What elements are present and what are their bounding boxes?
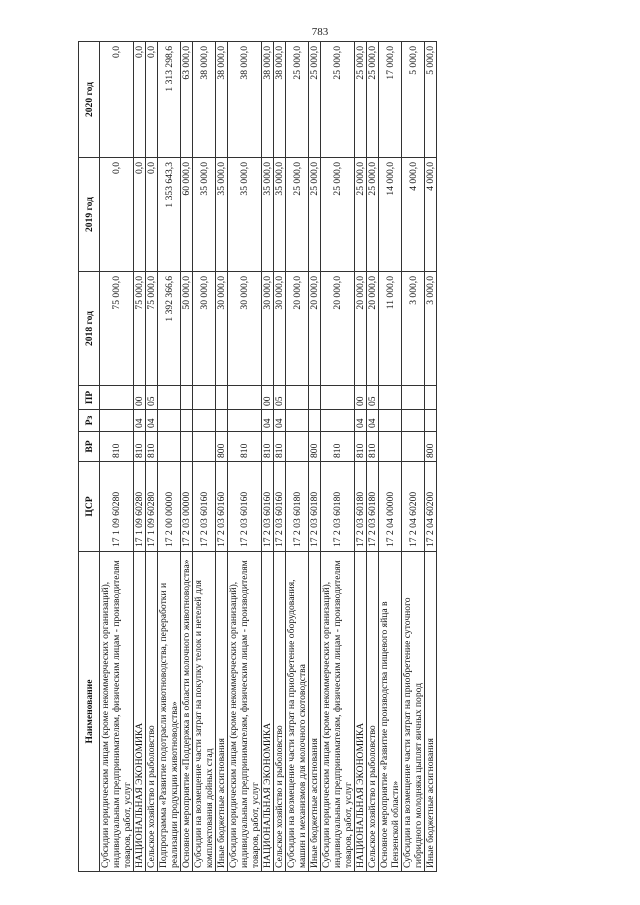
table-row	[228, 42, 262, 872]
header-2020: 2020 год	[79, 42, 100, 158]
cell-2018: 20 000,0	[321, 272, 355, 386]
cell-2020: 0,0	[146, 42, 158, 158]
cell-csr: 17 2 03 60180	[355, 462, 367, 552]
cell-name: Субсидии юридическим лицам (кроме некоммерческих организаций), индивидуальным предпринимателям, физическим лицам - производителям товаров, работ, услуг	[100, 552, 134, 872]
cell-rz: 04	[355, 410, 367, 432]
cell-2020: 25 000,0	[309, 42, 321, 158]
cell-pr: 00	[262, 386, 274, 410]
cell-csr: 17 2 03 60180	[286, 462, 309, 552]
table-row	[158, 42, 181, 872]
cell-2020: 38 000,0	[228, 42, 262, 158]
table-row	[100, 42, 134, 872]
cell-vr: 800	[309, 432, 321, 462]
cell-2019: 14 000,0	[379, 158, 402, 272]
cell-2018: 1 392 366,6	[158, 272, 181, 386]
cell-vr: 800	[216, 432, 228, 462]
cell-pr: 05	[274, 386, 286, 410]
cell-2019: 4 000,0	[402, 158, 425, 272]
cell-vr: 810	[367, 432, 379, 462]
cell-2020: 25 000,0	[286, 42, 309, 158]
cell-2018: 30 000,0	[228, 272, 262, 386]
cell-vr: 810	[321, 432, 355, 462]
cell-rz	[228, 410, 262, 432]
header-name: Наименование	[79, 552, 100, 872]
cell-rz: 04	[146, 410, 158, 432]
cell-csr: 17 2 03 00000	[181, 462, 193, 552]
cell-rz: 04	[134, 410, 146, 432]
cell-pr	[402, 386, 425, 410]
cell-2018: 30 000,0	[216, 272, 228, 386]
cell-csr: 17 2 03 60180	[309, 462, 321, 552]
cell-rz	[193, 410, 216, 432]
cell-rz	[321, 410, 355, 432]
cell-2019: 0,0	[134, 158, 146, 272]
table-row	[181, 42, 193, 872]
table-row	[367, 42, 379, 872]
cell-2019: 25 000,0	[367, 158, 379, 272]
table-row	[286, 42, 309, 872]
cell-pr	[228, 386, 262, 410]
cell-2020: 25 000,0	[367, 42, 379, 158]
header-2018: 2018 год	[79, 272, 100, 386]
cell-name: НАЦИОНАЛЬНАЯ ЭКОНОМИКА	[134, 552, 146, 872]
rotated-table-container	[78, 42, 638, 872]
cell-csr: 17 1 09 60280	[146, 462, 158, 552]
cell-vr	[402, 432, 425, 462]
cell-2018: 30 000,0	[262, 272, 274, 386]
cell-name: Сельское хозяйство и рыболовство	[274, 552, 286, 872]
cell-csr: 17 2 04 00000	[379, 462, 402, 552]
table-row	[379, 42, 402, 872]
cell-2018: 3 000,0	[425, 272, 437, 386]
cell-vr	[158, 432, 181, 462]
cell-csr: 17 2 03 60160	[193, 462, 216, 552]
cell-2020: 0,0	[100, 42, 134, 158]
cell-pr: 05	[146, 386, 158, 410]
cell-2018: 75 000,0	[146, 272, 158, 386]
cell-vr	[286, 432, 309, 462]
cell-2018: 20 000,0	[309, 272, 321, 386]
cell-rz	[100, 410, 134, 432]
cell-pr: 00	[355, 386, 367, 410]
cell-2018: 11 000,0	[379, 272, 402, 386]
cell-csr: 17 1 09 60280	[134, 462, 146, 552]
cell-pr	[158, 386, 181, 410]
cell-name: Субсидии на возмещение части затрат на покупку телок и нетелей для комплектования дойных стад	[193, 552, 216, 872]
cell-2019: 60 000,0	[181, 158, 193, 272]
cell-pr	[100, 386, 134, 410]
cell-name: Основное мероприятие «Поддержка в области молочного животноводства»	[181, 552, 193, 872]
cell-name: Основное мероприятие «Развитие производства пищевого яйца в Пензенской области»	[379, 552, 402, 872]
cell-csr: 17 2 04 60200	[402, 462, 425, 552]
cell-name: Субсидии юридическим лицам (кроме некоммерческих организаций), индивидуальным предпринимателям, физическим лицам - производителям товаров, работ, услуг	[321, 552, 355, 872]
table-header-row	[79, 42, 100, 872]
cell-csr: 17 2 03 60160	[274, 462, 286, 552]
cell-2020: 38 000,0	[262, 42, 274, 158]
cell-vr	[193, 432, 216, 462]
cell-2018: 20 000,0	[367, 272, 379, 386]
cell-csr: 17 2 04 60200	[425, 462, 437, 552]
table-row	[402, 42, 425, 872]
cell-2020: 17 000,0	[379, 42, 402, 158]
cell-2018: 50 000,0	[181, 272, 193, 386]
cell-name: НАЦИОНАЛЬНАЯ ЭКОНОМИКА	[355, 552, 367, 872]
cell-2019: 25 000,0	[355, 158, 367, 272]
cell-vr	[181, 432, 193, 462]
cell-2020: 38 000,0	[216, 42, 228, 158]
cell-csr: 17 1 09 60280	[100, 462, 134, 552]
cell-2020: 25 000,0	[321, 42, 355, 158]
cell-pr	[216, 386, 228, 410]
budget-table	[78, 41, 437, 872]
cell-2019: 4 000,0	[425, 158, 437, 272]
cell-2019: 25 000,0	[309, 158, 321, 272]
header-2019: 2019 год	[79, 158, 100, 272]
table-row	[216, 42, 228, 872]
cell-2020: 25 000,0	[355, 42, 367, 158]
cell-2018: 30 000,0	[274, 272, 286, 386]
table-row	[309, 42, 321, 872]
cell-2020: 5 000,0	[425, 42, 437, 158]
cell-2019: 35 000,0	[262, 158, 274, 272]
cell-2020: 38 000,0	[193, 42, 216, 158]
table-row	[355, 42, 367, 872]
cell-2019: 0,0	[146, 158, 158, 272]
cell-name: НАЦИОНАЛЬНАЯ ЭКОНОМИКА	[262, 552, 274, 872]
cell-name: Иные бюджетные ассигнования	[216, 552, 228, 872]
cell-2019: 35 000,0	[193, 158, 216, 272]
cell-pr	[425, 386, 437, 410]
cell-2020: 1 313 298,6	[158, 42, 181, 158]
cell-rz: 04	[367, 410, 379, 432]
cell-rz	[379, 410, 402, 432]
cell-rz	[181, 410, 193, 432]
cell-rz: 04	[274, 410, 286, 432]
table-row	[321, 42, 355, 872]
cell-csr: 17 2 03 60160	[228, 462, 262, 552]
cell-2018: 75 000,0	[100, 272, 134, 386]
cell-pr: 05	[367, 386, 379, 410]
cell-name: Субсидии юридическим лицам (кроме некоммерческих организаций), индивидуальным предпринимателям, физическим лицам - производителям товаров, работ, услуг	[228, 552, 262, 872]
cell-vr: 810	[134, 432, 146, 462]
cell-2018: 3 000,0	[402, 272, 425, 386]
cell-rz	[425, 410, 437, 432]
cell-rz	[309, 410, 321, 432]
table-row	[193, 42, 216, 872]
cell-2019: 35 000,0	[216, 158, 228, 272]
cell-csr: 17 2 00 00000	[158, 462, 181, 552]
cell-name: Сельское хозяйство и рыболовство	[146, 552, 158, 872]
cell-name: Иные бюджетные ассигнования	[425, 552, 437, 872]
cell-name: Иные бюджетные ассигнования	[309, 552, 321, 872]
cell-vr: 810	[274, 432, 286, 462]
cell-vr: 810	[262, 432, 274, 462]
cell-2019: 25 000,0	[321, 158, 355, 272]
cell-rz	[286, 410, 309, 432]
cell-vr: 810	[100, 432, 134, 462]
table-row	[146, 42, 158, 872]
cell-csr: 17 2 03 60180	[367, 462, 379, 552]
table-row	[134, 42, 146, 872]
table-row	[425, 42, 437, 872]
cell-vr: 810	[228, 432, 262, 462]
cell-csr: 17 2 03 60160	[216, 462, 228, 552]
cell-name: Сельское хозяйство и рыболовство	[367, 552, 379, 872]
cell-rz	[216, 410, 228, 432]
table-body	[100, 42, 437, 872]
header-vr: ВР	[79, 432, 100, 462]
cell-2018: 20 000,0	[286, 272, 309, 386]
table-row	[262, 42, 274, 872]
cell-rz	[402, 410, 425, 432]
table-row	[274, 42, 286, 872]
cell-name: Субсидии на возмещение части затрат на приобретение оборудования, машин и механизмов для молочного скотоводства	[286, 552, 309, 872]
page-number: 783	[311, 26, 329, 38]
header-csr: ЦСР	[79, 462, 100, 552]
header-rz: Рз	[79, 410, 100, 432]
cell-pr	[321, 386, 355, 410]
cell-2019: 0,0	[100, 158, 134, 272]
cell-pr	[309, 386, 321, 410]
cell-rz	[158, 410, 181, 432]
cell-vr: 810	[355, 432, 367, 462]
cell-pr	[193, 386, 216, 410]
cell-2019: 35 000,0	[274, 158, 286, 272]
cell-2020: 5 000,0	[402, 42, 425, 158]
cell-pr	[379, 386, 402, 410]
cell-vr: 810	[146, 432, 158, 462]
cell-rz: 04	[262, 410, 274, 432]
cell-csr: 17 2 03 60160	[262, 462, 274, 552]
cell-2020: 0,0	[134, 42, 146, 158]
cell-name: Субсидии на возмещение части затрат на приобретение суточного гибридного молодняка цыплят яичных пород	[402, 552, 425, 872]
cell-pr	[286, 386, 309, 410]
cell-csr: 17 2 03 60180	[321, 462, 355, 552]
cell-2019: 35 000,0	[228, 158, 262, 272]
cell-pr: 00	[134, 386, 146, 410]
cell-2018: 75 000,0	[134, 272, 146, 386]
cell-2018: 30 000,0	[193, 272, 216, 386]
cell-2020: 63 000,0	[181, 42, 193, 158]
cell-2019: 1 353 643,3	[158, 158, 181, 272]
cell-name: Подпрограмма «Развитие подотрасли животноводства, переработки и реализации продукции животноводства»	[158, 552, 181, 872]
cell-vr: 800	[425, 432, 437, 462]
cell-2018: 20 000,0	[355, 272, 367, 386]
cell-2020: 38 000,0	[274, 42, 286, 158]
cell-pr	[181, 386, 193, 410]
header-pr: ПР	[79, 386, 100, 410]
cell-vr	[379, 432, 402, 462]
cell-2019: 25 000,0	[286, 158, 309, 272]
